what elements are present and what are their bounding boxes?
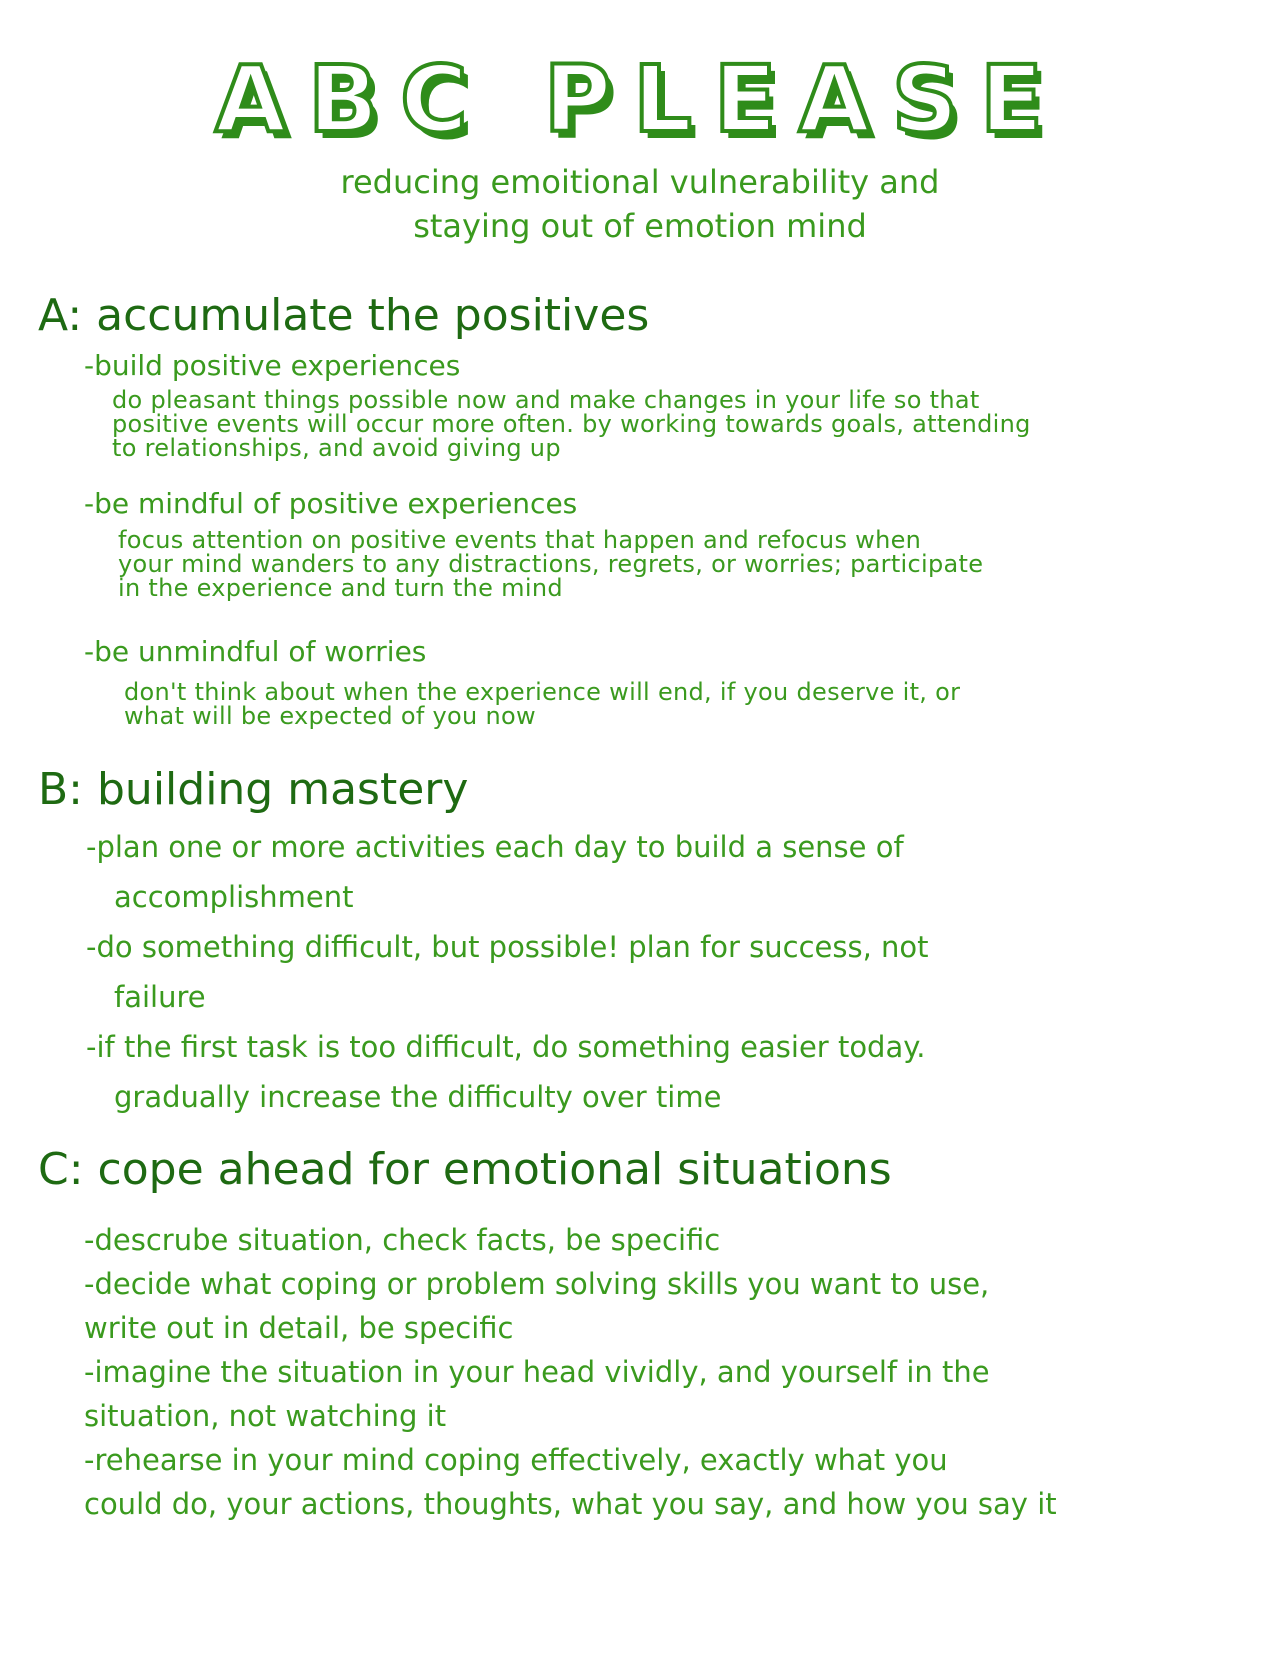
section-b-item-line: -do something difficult, but possible! plan for success, not	[86, 930, 929, 964]
section-c	[38, 1142, 1260, 1198]
section-b-list	[86, 822, 1260, 1122]
section-c-line: situation, not watching it	[84, 1399, 447, 1433]
section-a-item-desc-line: what will be expected of you now	[124, 702, 536, 730]
section-c-list	[84, 1218, 1260, 1526]
section-a-item-desc-line: do pleasant things possible now and make changes in your life so that	[112, 386, 980, 414]
subtitle-line-2: staying out of emotion mind	[413, 207, 867, 245]
subtitle	[0, 160, 1280, 248]
section-c-line: -imagine the situation in your head vividly, and yourself in the	[84, 1355, 990, 1389]
section-b-heading: B: building mastery	[38, 764, 469, 815]
section-a-item-desc-line: don't think about when the experience will end, if you deserve it, or	[124, 678, 961, 706]
section-a-item-desc-line: to relationships, and avoid giving up	[112, 434, 561, 462]
section-a	[38, 288, 1260, 344]
section-b-item-line: gradually increase the difficulty over time	[114, 1080, 722, 1114]
page-title: ABC PLEASE	[214, 46, 1066, 153]
section-b-item-line: -plan one or more activities each day to build a sense of	[86, 830, 904, 864]
section-c-line: could do, your actions, thoughts, what you say, and how you say it	[84, 1487, 1057, 1521]
section-b	[38, 762, 1260, 818]
section-a-item-2	[84, 486, 1260, 600]
section-a-item-desc-line: positive events will occur more often. by working towards goals, attending	[112, 410, 1031, 438]
section-a-item-desc-line: focus attention on positive events that happen and refocus when	[118, 526, 922, 554]
section-a-item-title: -be mindful of positive experiences	[84, 487, 578, 520]
section-b-item-line: failure	[114, 980, 206, 1014]
section-a-item-title: -build positive experiences	[84, 349, 461, 382]
section-c-heading: C: cope ahead for emotional situations	[38, 1144, 892, 1195]
section-c-line: -decide what coping or problem solving skills you want to use,	[84, 1267, 990, 1301]
section-a-item-1	[84, 348, 1260, 460]
section-b-item	[86, 922, 1260, 1022]
section-b-item-line: accomplishment	[114, 880, 354, 914]
subtitle-line-1: reducing emoitional vulnerability and	[340, 163, 940, 201]
section-b-item	[86, 822, 1260, 922]
section-b-item-line: -if the first task is too difficult, do something easier today.	[86, 1030, 926, 1064]
section-a-item-title: -be unmindful of worries	[84, 635, 427, 668]
section-b-item	[86, 1022, 1260, 1122]
section-a-heading: A: accumulate the positives	[38, 290, 650, 341]
section-a-item-desc-line: your mind wanders to any distractions, regrets, or worries; participate	[118, 550, 984, 578]
section-c-line: -descrube situation, check facts, be specific	[84, 1223, 721, 1257]
section-a-item-desc-line: in the experience and turn the mind	[118, 574, 563, 602]
section-c-line: write out in detail, be specific	[84, 1311, 514, 1345]
section-a-item-3	[84, 634, 1260, 728]
section-c-line: -rehearse in your mind coping effectively, exactly what you	[84, 1443, 948, 1477]
